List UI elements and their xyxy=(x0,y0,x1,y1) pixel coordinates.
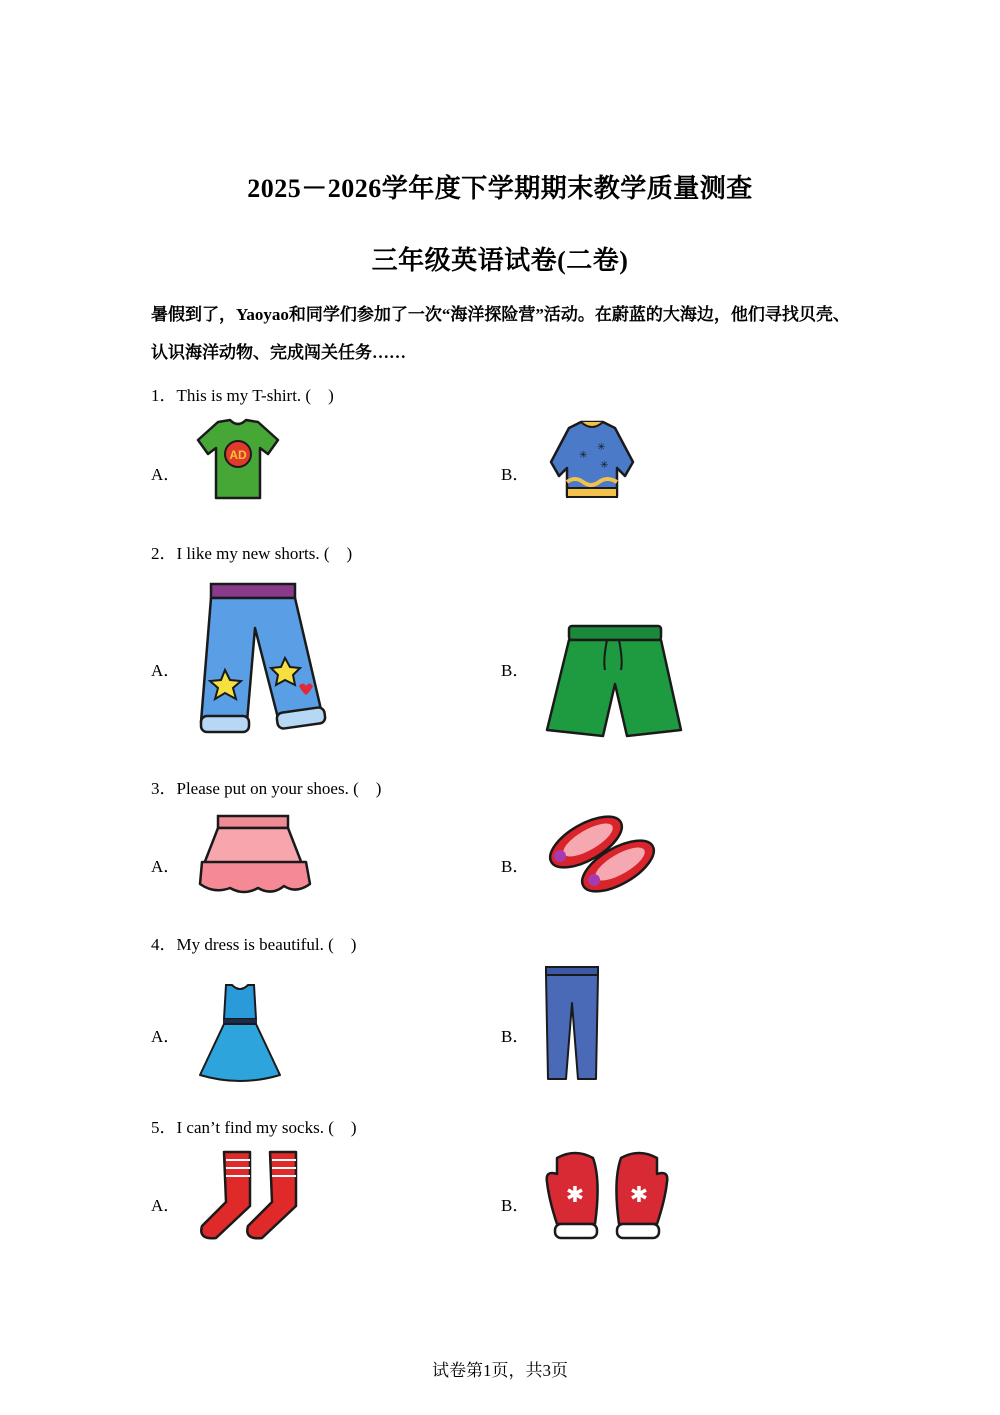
exam-title: 2025－2026学年度下学期期末教学质量测查 xyxy=(247,174,753,203)
intro-paragraph: 暑假到了，Yaoyao和同学们参加了一次“海洋探险营”活动。在蔚蓝的大海边，他们寻找贝壳、认识海洋动物、完成闯关任务…… xyxy=(151,305,850,362)
q2-option-a-label[interactable]: A． xyxy=(151,661,181,680)
sweater-icon[interactable] xyxy=(545,418,639,507)
question-3: 3．Please put on your shoes. ( ) xyxy=(151,779,382,798)
svg-text:✱: ✱ xyxy=(629,1182,649,1207)
q5-option-a-label[interactable]: A． xyxy=(151,1196,181,1215)
q3-option-b-label[interactable]: B． xyxy=(501,857,530,876)
q1-option-a-label[interactable]: A． xyxy=(151,465,181,484)
svg-text:✳: ✳ xyxy=(597,442,606,453)
exam-subtitle: 三年级英语试卷(二卷) xyxy=(371,246,629,275)
q3-option-a-label[interactable]: A． xyxy=(151,857,181,876)
svg-text:✱: ✱ xyxy=(565,1182,585,1207)
shorts-icon[interactable] xyxy=(543,624,683,747)
jeans-icon[interactable] xyxy=(195,580,327,741)
skirt-icon[interactable] xyxy=(196,814,312,901)
page-footer: 试卷第1页，共3页 xyxy=(432,1361,568,1380)
dress-icon[interactable] xyxy=(196,983,284,1088)
pants-icon[interactable] xyxy=(544,965,600,1088)
svg-text:AD: AD xyxy=(229,448,247,462)
question-4: 4．My dress is beautiful. ( ) xyxy=(151,935,357,954)
q2-option-b-label[interactable]: B． xyxy=(501,661,530,680)
question-5: 5．I can’t find my socks. ( ) xyxy=(151,1118,357,1137)
socks-icon[interactable] xyxy=(196,1150,304,1247)
q1-option-b-label[interactable]: B． xyxy=(501,465,530,484)
shoes-icon[interactable] xyxy=(546,810,658,901)
svg-text:✳: ✳ xyxy=(579,450,588,461)
q4-option-b-label[interactable]: B． xyxy=(501,1027,530,1046)
q5-option-b-label[interactable]: B． xyxy=(501,1196,530,1215)
mittens-icon[interactable] xyxy=(545,1150,669,1247)
svg-text:✳: ✳ xyxy=(600,460,609,471)
t-shirt-icon[interactable] xyxy=(196,418,280,507)
q4-option-a-label[interactable]: A． xyxy=(151,1027,181,1046)
question-2: 2．I like my new shorts. ( ) xyxy=(151,544,353,563)
question-1: 1．This is my T-shirt. ( ) xyxy=(151,386,334,405)
